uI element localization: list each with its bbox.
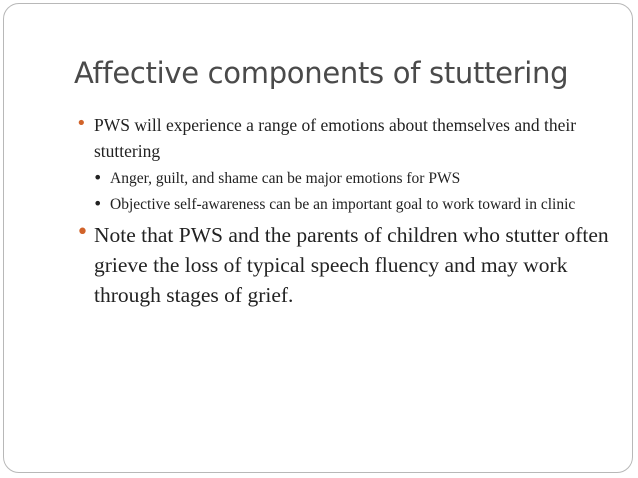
bullet-dot-icon: • [93,168,103,187]
bullet-text: PWS will experience a range of emotions about themselves and their stuttering [94,115,577,161]
sub-bullet-text: Anger, guilt, and shame can be major emotions for PWS [110,170,461,187]
slide-frame [3,3,633,473]
sub-bullet-self-awareness [93,194,616,216]
bullet-emotions [76,112,616,164]
bullet-dot-icon: • [76,220,89,245]
slide-title: Affective components of stuttering [74,56,569,90]
bullet-dot-icon: • [76,113,87,134]
bullet-dot-icon: • [93,194,103,213]
sub-bullet-text: Objective self-awareness can be an important goal to work toward in clinic [110,196,576,213]
bullet-text: Note that PWS and the parents of children who stutter often grieve the loss of typical speech fluency and may work through stages of grief. [94,223,609,307]
slide-body [76,112,616,314]
bullet-grief [76,220,616,310]
sub-bullet-anger [93,168,616,190]
